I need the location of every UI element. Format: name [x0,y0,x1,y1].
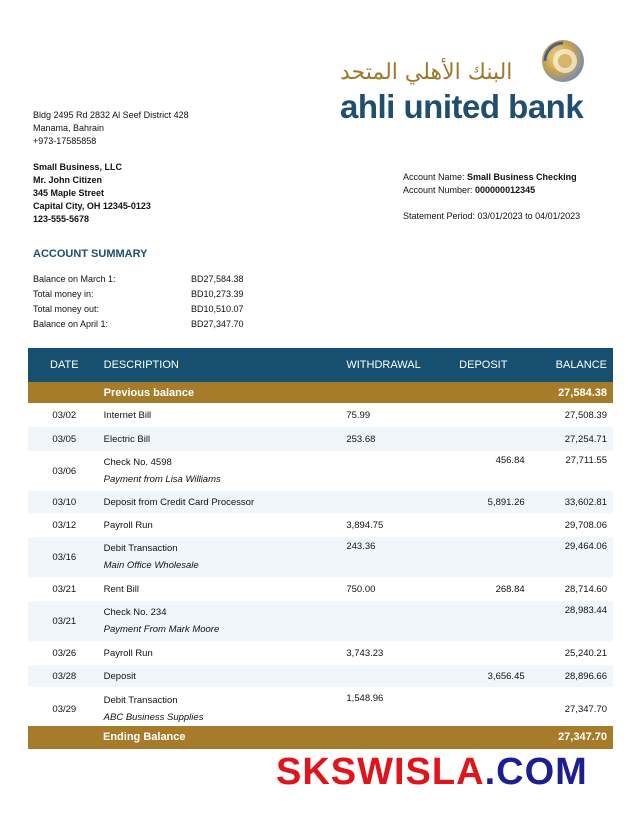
row-description: Debit Transaction [103,543,178,554]
table-row [28,451,613,491]
header-deposit: DEPOSIT [458,348,554,382]
watermark-part2: .COM [484,751,588,793]
row-description: Internet Bill [103,409,152,421]
row-sub-description: Payment From Mark Moore [103,624,220,635]
row-deposit [458,687,554,731]
row-description: Rent Bill [103,583,140,595]
row-deposit [458,403,554,427]
row-deposit [458,601,554,641]
account-number-label: Account Number: [403,185,476,195]
summary-label: Total money in: [33,289,94,299]
summary-label: Balance on March 1: [33,274,116,284]
row-balance: 27,347.70 [564,703,607,715]
ending-balance-label: Ending Balance [103,731,186,743]
row-date: 03/29 [52,703,77,715]
bank-emblem-icon [541,39,585,83]
row-deposit [458,641,554,665]
table-row [28,427,613,451]
summary-label: Balance on April 1: [33,319,109,329]
row-date: 03/05 [52,433,77,445]
row-balance: 28,983.44 [564,605,607,616]
row-withdrawal: 243.36 [346,541,376,552]
row-deposit: 3,656.45 [487,670,525,682]
row-withdrawal: 253.68 [346,433,376,445]
row-withdrawal: 1,548.96 [346,693,384,704]
account-number-value: 000000012345 [475,185,536,195]
account-info [403,171,580,223]
header-withdrawal: WITHDRAWAL [345,348,458,382]
summary-value: BD10,510.07 [191,304,244,314]
bank-address-line: Manama, Bahrain [33,123,105,133]
row-deposit: 268.84 [495,583,525,595]
row-balance: 27,254.71 [564,433,607,445]
customer-line: 123-555-5678 [33,214,90,224]
row-balance: 28,896.66 [564,670,607,682]
row-date: 03/16 [52,551,77,563]
row-balance: 27,508.39 [564,409,607,421]
row-deposit [458,513,554,537]
row-withdrawal [345,451,458,491]
summary-row [33,303,263,318]
summary-value: BD27,347.70 [191,319,244,329]
account-name-label: Account Name: [403,172,468,182]
row-description-cell [101,451,346,491]
row-withdrawal [345,491,458,513]
account-summary-title: ACCOUNT SUMMARY [33,248,148,260]
row-description: Deposit [103,670,136,682]
header-date: DATE [28,348,101,382]
summary-row [33,318,263,333]
row-date: 03/21 [52,583,77,595]
row-description-cell [101,537,346,577]
summary-value: BD27,584.38 [191,274,244,284]
row-date: 03/21 [52,615,77,627]
bank-phone: +973-17585858 [33,136,97,146]
previous-balance-row [28,382,613,403]
summary-row [33,288,263,303]
row-description: Payroll Run [103,647,153,659]
ending-balance-value: 27,347.70 [558,731,607,743]
row-deposit [458,537,554,577]
customer-line: Small Business, LLC [33,162,123,172]
ending-balance-row [28,726,613,749]
row-description-cell [101,687,346,731]
table-row [28,665,613,687]
bank-logo-wordmark: ahli united bank [340,88,584,125]
customer-line: 345 Maple Street [33,188,105,198]
table-row [28,687,613,731]
table-row [28,403,613,427]
row-date: 03/12 [52,519,77,531]
row-balance: 33,602.81 [564,496,607,508]
row-date: 03/28 [52,670,77,682]
row-withdrawal: 75.99 [346,409,371,421]
summary-row [33,273,263,288]
header-balance: BALANCE [555,348,613,382]
row-balance: 29,708.06 [564,519,607,531]
row-description: Payroll Run [103,519,153,531]
previous-balance-label: Previous balance [103,386,195,399]
table-row [28,513,613,537]
table-row [28,601,613,641]
account-summary [33,273,263,333]
row-withdrawal [345,665,458,687]
row-deposit: 5,891.26 [487,496,525,508]
watermark [276,751,588,794]
row-withdrawal: 3,894.75 [346,519,384,531]
row-date: 03/10 [52,496,77,508]
row-description: Check No. 4598 [103,457,172,468]
row-deposit: 456.84 [495,455,525,466]
row-withdrawal: 750.00 [346,583,376,595]
customer-line: Mr. John Citizen [33,175,103,185]
customer-line: Capital City, OH 12345-0123 [33,201,151,211]
summary-label: Total money out: [33,304,100,314]
row-date: 03/26 [52,647,77,659]
row-balance: 28,714.60 [564,583,607,595]
row-description: Debit Transaction [103,695,178,706]
row-withdrawal: 3,743.23 [346,647,384,659]
bank-logo-arabic: البنك الأهلي المتحد [340,60,513,85]
bank-address-line: Bldg 2495 Rd 2832 Al Seef District 428 [33,110,189,120]
bank-address [33,109,189,148]
table-row [28,641,613,665]
row-sub-description: ABC Business Supplies [103,712,204,723]
header-description: DESCRIPTION [101,348,346,382]
row-withdrawal [345,601,458,641]
row-description: Deposit from Credit Card Processor [103,496,255,508]
table-row [28,491,613,513]
table-row [28,537,613,577]
summary-value: BD10,273.39 [191,289,244,299]
row-deposit [458,427,554,451]
account-name-value: Small Business Checking [467,172,577,182]
row-balance: 25,240.21 [564,647,607,659]
row-description-cell [101,601,346,641]
row-sub-description: Main Office Wholesale [103,560,199,571]
table-row [28,577,613,601]
transactions-table [28,348,613,731]
row-date: 03/06 [52,465,77,477]
table-header-row [28,348,613,382]
row-balance: 29,464.06 [564,541,607,552]
row-sub-description: Payment from Lisa Williams [103,474,221,485]
row-date: 03/02 [52,409,77,421]
row-description: Electric Bill [103,433,151,445]
customer-address [33,161,151,226]
row-description: Check No. 234 [103,607,167,618]
row-balance: 27,711.55 [565,455,607,466]
statement-period: Statement Period: 03/01/2023 to 04/01/2023 [403,211,581,221]
previous-balance-value: 27,584.38 [558,386,607,399]
watermark-part1: SKSWISLA [276,751,485,793]
